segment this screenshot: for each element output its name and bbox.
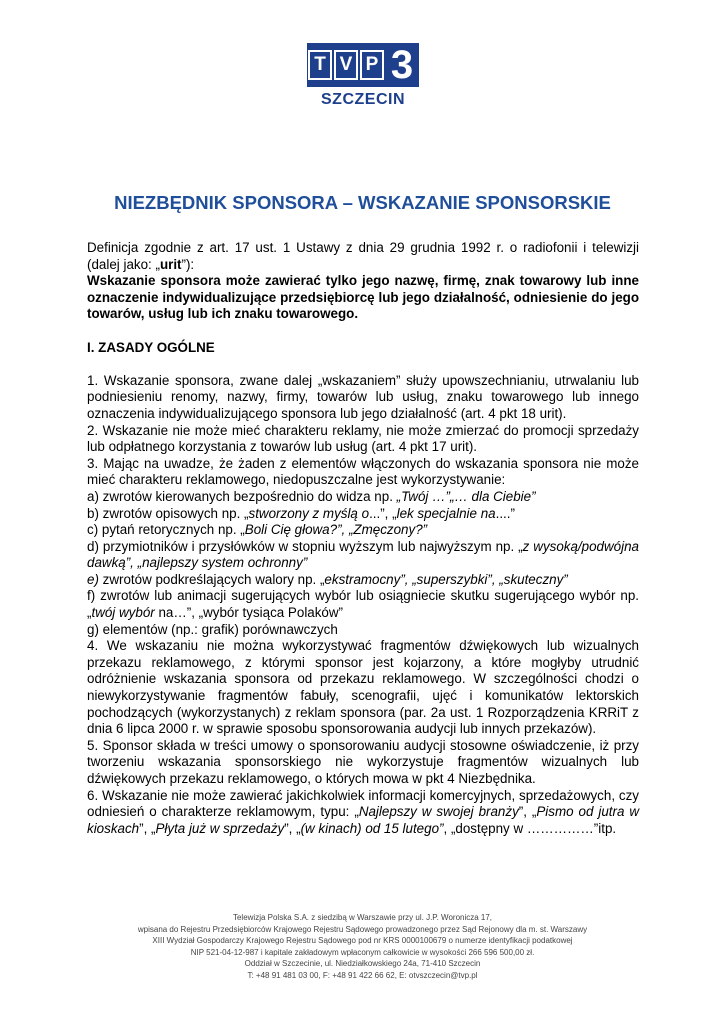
paragraph-1: 1. Wskazanie sponsora, zwane dalej „wskazaniem” służy upowszechnianiu, utrwalaniu lub podniesieniu renomy, nazwy, firmy, towarów lub usług, znaku towarowego lub innego oznaczenia indywidualizującego sponsora lub jego działalność (art. 4 pkt 18 urit).: [87, 372, 639, 421]
logo-letter-p: P: [360, 50, 384, 80]
tvp3-szczecin-logo: [307, 43, 419, 113]
list-item-a: a) zwrotów kierowanych bezpośrednio do widza np. „Twój …”„… dla Ciebie”: [87, 488, 536, 504]
list-item-e: e) zwrotów podkreślających walory np. „ekstramocny”, „superszybki”, „skuteczny”: [87, 571, 568, 587]
footer-line: Oddział w Szczecinie, ul. Niedziałkowskiego 24a, 71-410 Szczecin: [244, 959, 481, 968]
definition-bold: Wskazanie sponsora może zawierać tylko jego nazwę, firmę, znak towarowy lub inne oznaczenie indywidualizujące przedsiębiorcę lub jego działalność, odniesienie do jego towarów, usług lub ich znaku towarowego.: [87, 273, 639, 322]
definition-paragraph: Definicja zgodnie z art. 17 ust. 1 Ustawy z dnia 29 grudnia 1992 r. o radiofonii i telewizji (dalej jako: „urit”):: [87, 240, 639, 272]
paragraph-5: 5. Sponsor składa w treści umowy o sponsorowaniu audycji stosowne oświadczenie, iż przy tworzeniu wskazania sponsorskiego nie wykorzystuje fragmentów wizualnych lub dźwiękowych przekazu reklamowego, o których mowa w pkt 4 Niezbędnika.: [87, 737, 639, 786]
paragraph-3: 3. Mając na uwadze, że żaden z elementów włączonych do wskazania sponsora nie może mieć charakteru reklamowego, niedopuszczalne jest wykorzystywanie:: [87, 455, 639, 488]
logo-letter-t: T: [308, 50, 332, 80]
footer-line: T: +48 91 481 03 00, F: +48 91 422 66 62, E: otvszczecin@tvp.pl: [247, 970, 478, 980]
footer-line: wpisana do Rejestru Przedsiębiorców Krajowego Rejestru Sądowego prowadzonego przez Sąd Rejonowy dla m. st. Warszawy: [137, 924, 588, 934]
document-body: [87, 240, 639, 837]
paragraph-2: 2. Wskazanie nie może mieć charakteru reklamy, nie może zmierzać do promocji sprzedaży lub odpłatnego korzystania z towarów lub usług (art. 4 pkt 17 urit).: [87, 422, 639, 455]
logo-city: SZCZECIN: [321, 91, 405, 108]
list-item-c: c) pytań retorycznych np. „Boli Cię głowa?”, „Zmęczony?”: [87, 522, 428, 538]
tvp-letters: [307, 43, 385, 87]
section-heading: I. ZASADY OGÓLNE: [87, 339, 215, 355]
list-item-g: g) elementów (np.: grafik) porównawczych: [87, 621, 338, 637]
company-footer: [0, 912, 725, 981]
list-item-b: b) zwrotów opisowych np. „stworzony z myślą o...”, „lek specjalnie na....”: [87, 505, 515, 521]
footer-line: Telewizja Polska S.A. z siedzibą w Warszawie przy ul. J.P. Woronicza 17,: [232, 913, 493, 922]
footer-line: XIII Wydział Gospodarczy Krajowego Rejestru Sądowego pod nr KRS 0000100679 o numerze identyfikacji podatkowej: [152, 936, 573, 945]
logo-number: 3: [385, 43, 419, 87]
paragraph-6: 6. Wskazanie nie może zawierać jakichkolwiek informacji komercyjnych, sprzedażowych, czy odniesień o charakterze reklamowym, typu: „Najlepszy w swojej branży”, „Pismo od jutra w kioskach”, „Płyta już w sprzedaży”, „(w kinach) od 15 lutego”, „dostępny w ……………”itp.: [87, 787, 640, 836]
list-item-f: f) zwrotów lub animacji sugerujących wybór lub osiągniecie skutku sugerującego wybór np. „twój wybór na…”, „wybór tysiąca Polaków”: [87, 588, 639, 621]
document-title: NIEZBĘDNIK SPONSORA – WSKAZANIE SPONSORSKIE: [114, 192, 611, 213]
paragraph-4: 4. We wskazaniu nie można wykorzystywać fragmentów dźwiękowych lub wizualnych przekazu reklamowego, z którymi sponsor jest kojarzony, a które mogłyby utrudnić odróżnienie wskazania sponsora od przekazu reklamowego. W szczególności chodzi o niewykorzystywanie fragmentów fabuły, scenografii, ujęć i komunikatów lektorskich pochodzących (wykorzystanych) z reklam sponsora (par. 2a ust. 1 Rozporządzenia KRRiT z dnia 6 lipca 2000 r. w sprawie sposobu sponsorowania audycji lub innych przekazów).: [87, 638, 639, 737]
list-item-d: d) przymiotników i przysłówków w stopniu wyższym lub najwyższym np. „z wysoką/podwójna dawką”, „najlepszy system ochronny”: [87, 538, 639, 571]
footer-line: NIP 521-04-12-987 i kapitale zakładowym wpłaconym całkowicie w wysokości 266 596 500,00 zł.: [190, 947, 535, 957]
logo-letter-v: V: [334, 50, 358, 80]
